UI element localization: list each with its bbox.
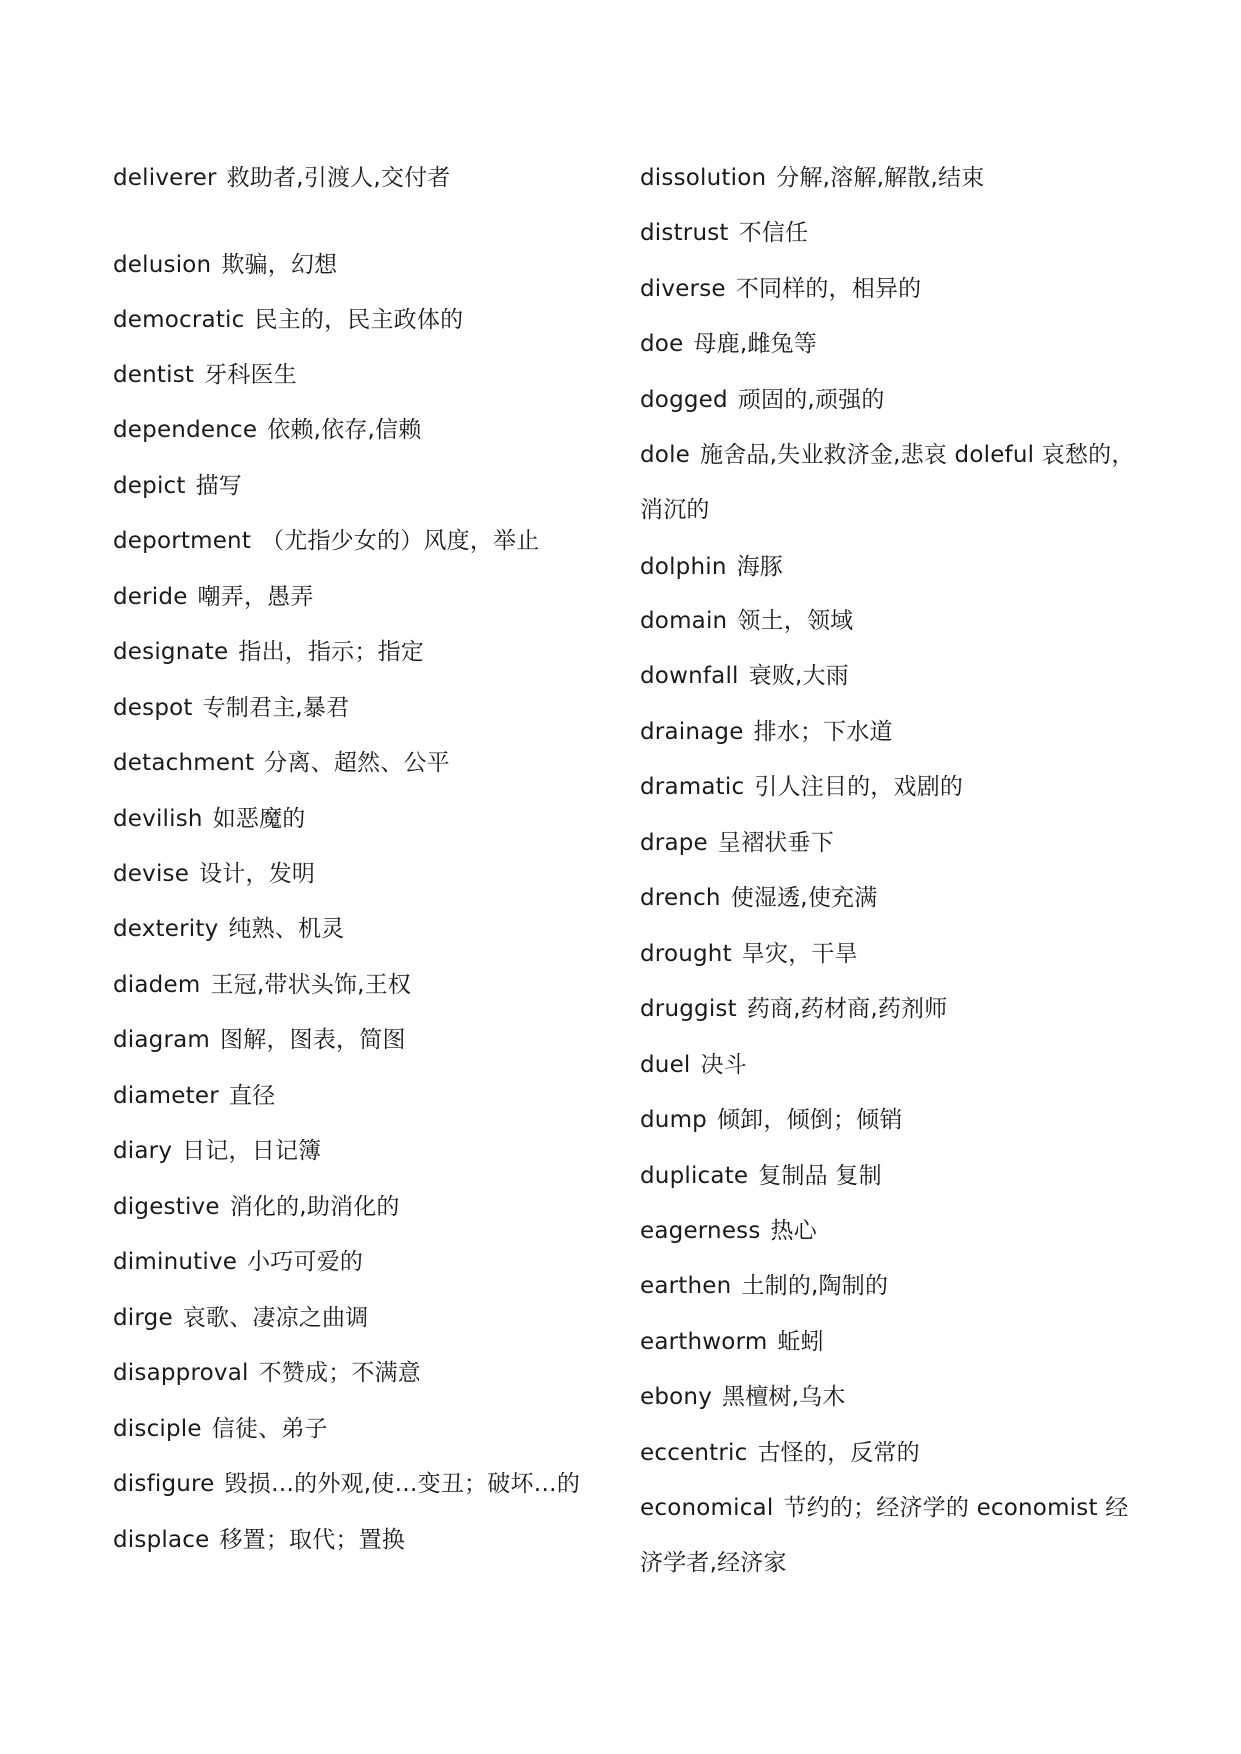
- entry-definition: 呈褶状垂下: [717, 830, 834, 856]
- entry-definition: 牙科医生: [204, 362, 297, 388]
- entry-word: disfigure: [113, 1471, 215, 1497]
- entry-word: dole: [640, 442, 691, 468]
- entry-word: dramatic: [640, 774, 745, 800]
- entry-definition: 嘲弄，愚弄: [197, 584, 314, 610]
- entry-definition: 复制品 复制: [758, 1163, 882, 1189]
- vocab-entry: [113, 693, 349, 723]
- vocab-entry: [640, 717, 893, 747]
- vocab-entry: [640, 1216, 817, 1246]
- vocab-entry: [113, 360, 297, 390]
- entry-definition: 不信任: [738, 220, 809, 246]
- entry-word: druggist: [640, 996, 737, 1022]
- entry-definition: 日记，日记簿: [182, 1138, 322, 1164]
- entry-definition: 分解,溶解,解散,结束: [776, 165, 985, 191]
- vocab-entry: [113, 804, 306, 834]
- entry-word: dissolution: [640, 165, 767, 191]
- entry-word: diameter: [113, 1083, 219, 1109]
- entry-word: depict: [113, 473, 186, 499]
- entry-word: earthworm: [640, 1329, 768, 1355]
- vocab-entry: [113, 1081, 275, 1111]
- entry-word: dexterity: [113, 916, 219, 942]
- entry-definition: 分离、超然、公平: [264, 750, 450, 776]
- entry-definition: 土制的,陶制的: [741, 1273, 889, 1299]
- vocab-entry: [113, 1525, 405, 1555]
- entry-definition: 海豚: [736, 554, 784, 580]
- entry-word: dentist: [113, 362, 195, 388]
- entry-definition: 描写: [195, 473, 243, 499]
- vocab-entry-continuation: [640, 1548, 787, 1578]
- entry-word: drought: [640, 941, 732, 967]
- vocab-entry: [113, 582, 314, 612]
- entry-definition: 王冠,带状头饰,王权: [210, 972, 412, 998]
- entry-word: eagerness: [640, 1218, 761, 1244]
- vocab-entry: [640, 1105, 903, 1135]
- vocab-entry: [113, 1358, 421, 1388]
- vocab-entry: [113, 526, 539, 556]
- entry-word: despot: [113, 695, 193, 721]
- entry-word: deride: [113, 584, 188, 610]
- entry-word: dependence: [113, 417, 258, 443]
- vocab-entry: [113, 970, 411, 1000]
- entry-definition: 领土，领域: [737, 608, 854, 634]
- vocab-entry: [113, 1247, 363, 1277]
- entry-definition: 济学者,经济家: [640, 1550, 787, 1576]
- entry-definition: 专制君主,暴君: [202, 695, 350, 721]
- vocab-entry: [640, 163, 984, 193]
- entry-word: dogged: [640, 387, 728, 413]
- vocab-entry: [113, 1469, 580, 1499]
- vocab-entry: [640, 385, 885, 415]
- entry-definition: 不同样的，相异的: [735, 276, 922, 302]
- entry-word: ebony: [640, 1384, 713, 1410]
- entry-word: dolphin: [640, 554, 727, 580]
- vocab-entry: [640, 772, 963, 802]
- vocab-entry: [640, 1327, 824, 1357]
- entry-definition: 消化的,助消化的: [229, 1194, 400, 1220]
- entry-word: designate: [113, 639, 229, 665]
- entry-word: devilish: [113, 806, 203, 832]
- entry-definition: 移置；取代；置换: [219, 1527, 406, 1553]
- entry-word: disapproval: [113, 1360, 249, 1386]
- vocab-entry: [113, 163, 450, 193]
- vocab-entry: [640, 1382, 846, 1412]
- entry-definition: 蚯蚓: [777, 1329, 824, 1355]
- vocab-entry: [113, 1136, 321, 1166]
- entry-word: distrust: [640, 220, 729, 246]
- entry-word: doe: [640, 331, 684, 357]
- vocab-entry: [113, 1414, 328, 1444]
- vocab-entry: [640, 274, 921, 304]
- entry-word: diminutive: [113, 1249, 238, 1275]
- vocab-entry: [640, 1050, 747, 1080]
- vocab-entry: [113, 859, 315, 889]
- entry-definition: 依赖,依存,信赖: [267, 417, 422, 443]
- entry-definition: 决斗: [700, 1052, 747, 1078]
- entry-definition: 旱灾，干旱: [741, 941, 858, 967]
- entry-definition: 毁损…的外观,使…变丑；破坏…的: [224, 1471, 581, 1497]
- entry-word: democratic: [113, 307, 245, 333]
- entry-word: digestive: [113, 1194, 220, 1220]
- vocab-entry: [113, 471, 242, 501]
- entry-definition: 衰败,大雨: [748, 663, 849, 689]
- entry-definition: 节约的；经济学的 economist 经: [783, 1495, 1129, 1521]
- entry-definition: 药商,药材商,药剂师: [746, 996, 948, 1022]
- entry-word: diagram: [113, 1027, 211, 1053]
- entry-definition: 直径: [228, 1083, 276, 1109]
- vocab-entry: [640, 552, 783, 582]
- vocab-entry: [640, 1271, 888, 1301]
- vocab-entry: [640, 661, 849, 691]
- entry-word: devise: [113, 861, 190, 887]
- entry-definition: 指出，指示；指定: [238, 639, 424, 665]
- entry-word: downfall: [640, 663, 739, 689]
- vocab-entry: [640, 606, 853, 636]
- vocab-entry: [640, 1438, 920, 1468]
- entry-definition: 消沉的: [640, 497, 710, 523]
- entry-definition: 哀歌、凄凉之曲调: [182, 1305, 369, 1331]
- entry-definition: 母鹿,雌兔等: [693, 331, 817, 357]
- entry-definition: 救助者,引渡人,交付者: [226, 165, 451, 191]
- entry-definition: 热心: [770, 1218, 817, 1244]
- entry-definition: 顽固的,顽强的: [737, 387, 885, 413]
- entry-definition: 施舍品,失业救济金,悲哀 doleful 哀愁的，: [700, 442, 1135, 468]
- entry-word: duel: [640, 1052, 691, 1078]
- entry-definition: 纯熟、机灵: [228, 916, 345, 942]
- vocab-entry: [640, 1161, 882, 1191]
- vocab-entry: [113, 1025, 406, 1055]
- vocab-entry: [640, 883, 877, 913]
- entry-word: domain: [640, 608, 728, 634]
- vocab-entry: [113, 250, 337, 280]
- entry-definition: 不赞成；不满意: [258, 1360, 421, 1386]
- entry-definition: 使湿透,使充满: [730, 885, 878, 911]
- entry-word: deliverer: [113, 165, 217, 191]
- vocab-entry: [113, 748, 450, 778]
- entry-definition: 小巧可爱的: [247, 1249, 364, 1275]
- entry-definition: （尤指少女的）风度，举止: [261, 528, 540, 554]
- entry-word: eccentric: [640, 1440, 748, 1466]
- entry-definition: 古怪的，反常的: [757, 1440, 920, 1466]
- entry-word: drainage: [640, 719, 744, 745]
- vocab-entry: [113, 415, 421, 445]
- entry-definition: 欺骗，幻想: [221, 252, 338, 278]
- vocab-entry: [640, 440, 1135, 470]
- vocab-entry: [113, 914, 344, 944]
- vocab-entry: [113, 305, 463, 335]
- entry-word: dirge: [113, 1305, 173, 1331]
- vocab-entry: [640, 329, 817, 359]
- entry-word: displace: [113, 1527, 210, 1553]
- entry-word: delusion: [113, 252, 212, 278]
- entry-word: dump: [640, 1107, 707, 1133]
- entry-word: drape: [640, 830, 708, 856]
- vocab-entry-continuation: [640, 495, 710, 525]
- entry-definition: 民主的，民主政体的: [254, 307, 464, 333]
- entry-word: deportment: [113, 528, 252, 554]
- entry-definition: 图解，图表，简图: [220, 1027, 406, 1053]
- vocab-entry: [640, 218, 808, 248]
- vocab-entry: [640, 828, 834, 858]
- vocab-entry: [113, 1303, 368, 1333]
- entry-word: earthen: [640, 1273, 732, 1299]
- entry-definition: 引人注目的，戏剧的: [754, 774, 964, 800]
- vocab-entry: [640, 939, 858, 969]
- entry-definition: 设计，发明: [199, 861, 316, 887]
- entry-definition: 倾卸，倾倒；倾销: [716, 1107, 903, 1133]
- entry-definition: 信徒、弟子: [211, 1416, 328, 1442]
- vocab-entry: [640, 1493, 1128, 1523]
- entry-word: economical: [640, 1495, 774, 1521]
- entry-definition: 黑檀树,乌木: [722, 1384, 846, 1410]
- vocab-entry: [640, 994, 947, 1024]
- entry-word: disciple: [113, 1416, 202, 1442]
- vocab-entry: [113, 1192, 400, 1222]
- entry-word: detachment: [113, 750, 255, 776]
- entry-word: diary: [113, 1138, 173, 1164]
- entry-word: diverse: [640, 276, 726, 302]
- entry-word: diadem: [113, 972, 201, 998]
- entry-definition: 排水；下水道: [753, 719, 893, 745]
- entry-word: drench: [640, 885, 721, 911]
- entry-definition: 如恶魔的: [212, 806, 306, 832]
- vocab-entry: [113, 637, 424, 667]
- entry-word: duplicate: [640, 1163, 749, 1189]
